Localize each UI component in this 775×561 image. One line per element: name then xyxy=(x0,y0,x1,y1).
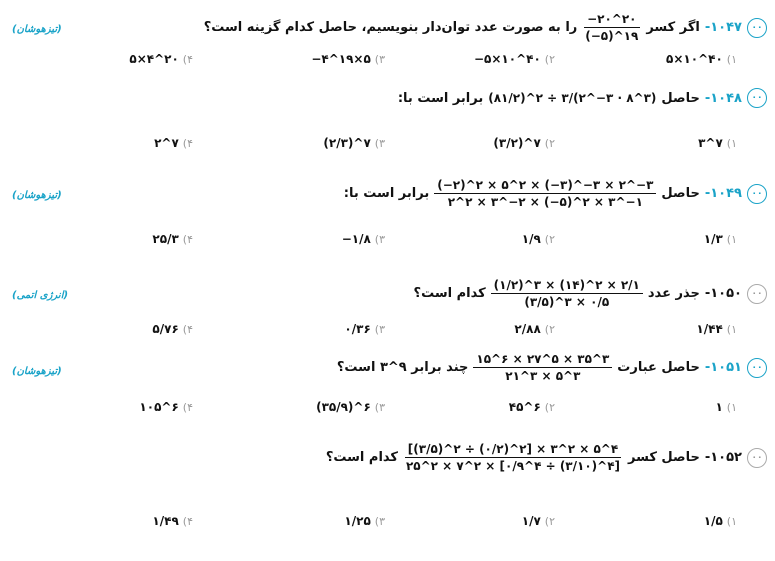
question-badge: ۰۰ xyxy=(747,88,767,108)
option-value: ۰/۳۶ xyxy=(344,322,371,336)
options-row xyxy=(0,232,775,260)
option-number: ۴) xyxy=(182,232,193,246)
question-tag: (تیزهوشان) xyxy=(12,366,62,377)
option-value: −۱/۸ xyxy=(341,232,371,246)
option-1[interactable] xyxy=(698,136,737,150)
option-value: ۲^۷ xyxy=(154,136,179,150)
question-tag: (تیزهوشان) xyxy=(12,24,62,35)
option-number: ۳) xyxy=(374,322,385,336)
question-badge: ۰۰ xyxy=(747,358,767,378)
fraction-numerator: ۱۵^۶ × ۲۷^۵ × ۳۵^۳ xyxy=(473,352,612,368)
stem-text-after: را به صورت عدد توان‌دار بنویسیم، حاصل کدام گزینه است؟ xyxy=(203,20,578,35)
option-4[interactable] xyxy=(154,136,193,150)
options-row xyxy=(0,514,775,542)
stem-fraction xyxy=(473,352,612,383)
fraction-numerator: (−۲)^۲ × ۵^۲ × (−۳)^−۳ × ۲^−۳ xyxy=(434,178,656,194)
option-value: −۴^۱۹×۵ xyxy=(311,52,371,66)
option-4[interactable] xyxy=(139,400,193,414)
option-2[interactable] xyxy=(493,136,555,150)
option-value: ۱/۹ xyxy=(521,232,541,246)
stem-text-before: حاصل عبارت xyxy=(617,360,700,375)
stem-text-before: حاصل xyxy=(661,90,700,106)
option-1[interactable] xyxy=(704,232,737,246)
option-2[interactable] xyxy=(474,52,555,66)
options-row xyxy=(0,136,775,164)
option-number: ۱) xyxy=(726,322,737,336)
option-2[interactable] xyxy=(514,322,555,336)
stem-fraction xyxy=(491,278,643,309)
stem-fraction xyxy=(582,12,641,43)
option-3[interactable] xyxy=(316,400,385,414)
option-number: ۲) xyxy=(544,136,555,150)
question-stem xyxy=(326,442,767,473)
option-number: ۳) xyxy=(374,400,385,414)
option-value: ۵×۱۰^۴۰ xyxy=(666,52,723,66)
option-number: ۱) xyxy=(726,514,737,528)
option-number: ۴) xyxy=(182,322,193,336)
option-1[interactable] xyxy=(666,52,737,66)
question-number: ۱۰۴۹- xyxy=(704,186,742,201)
fraction-numerator: −۲۰^۲۰ xyxy=(584,12,639,28)
option-value: (۳/۲)^۷ xyxy=(493,136,541,150)
option-2[interactable] xyxy=(522,514,555,528)
question-number: ۱۰۴۸- xyxy=(704,90,742,106)
option-number: ۳) xyxy=(374,514,385,528)
option-1[interactable] xyxy=(704,514,737,528)
option-number: ۲) xyxy=(544,322,555,336)
options-row xyxy=(0,400,775,428)
question-number: ۱۰۵۲- xyxy=(704,450,742,465)
option-1[interactable] xyxy=(715,400,737,414)
option-value: (۳۵/۹)^۶ xyxy=(316,400,371,414)
question-stem xyxy=(337,352,767,383)
stem-fraction xyxy=(403,442,623,473)
stem-text-after: چند برابر ۹^۳ است؟ xyxy=(336,360,469,375)
option-3[interactable] xyxy=(344,322,385,336)
option-value: ۵/۷۶ xyxy=(152,322,179,336)
option-value: (۲/۳)^۷ xyxy=(323,136,371,150)
fraction-denominator: ۲^۲ × ۳^−۲ × (−۵)^۲ × ۳^−۱ xyxy=(447,195,643,209)
option-number: ۴) xyxy=(182,400,193,414)
question-badge: ۰۰ xyxy=(747,18,767,38)
stem-text-after: کدام است؟ xyxy=(413,286,486,301)
stem-text-before: اگر کسر xyxy=(646,20,700,35)
fraction-denominator: (۳/۵)^۳ × ۰/۵ xyxy=(524,295,610,309)
option-number: ۳) xyxy=(374,136,385,150)
question-tag: (انرژی اتمی) xyxy=(12,290,69,301)
question-stem xyxy=(204,12,767,43)
option-value: ۱/۳ xyxy=(703,232,723,246)
option-number: ۴) xyxy=(182,514,193,528)
stem-text-before: جذر عدد xyxy=(647,286,700,301)
option-2[interactable] xyxy=(509,400,555,414)
option-number: ۴) xyxy=(182,136,193,150)
question-number: ۱۰۴۷- xyxy=(704,20,742,35)
option-value: ۱/۷ xyxy=(521,514,541,528)
option-value: ۵×۴^۲۰ xyxy=(129,52,179,66)
option-number: ۱) xyxy=(726,52,737,66)
option-4[interactable] xyxy=(129,52,193,66)
stem-text-after: برابر است با: xyxy=(397,90,484,106)
stem-text-before: حاصل کسر xyxy=(628,450,700,465)
fraction-denominator: ۲۱^۳ × ۵^۳ xyxy=(505,369,581,383)
option-value: ۱/۵ xyxy=(703,514,723,528)
option-value: ۱۰۵^۶ xyxy=(139,400,179,414)
option-3[interactable] xyxy=(342,232,385,246)
option-number: ۱) xyxy=(726,232,737,246)
option-value: ۴۵^۶ xyxy=(508,400,541,414)
stem-text-after: برابر است با: xyxy=(343,186,430,201)
stem-fraction xyxy=(434,178,656,209)
option-4[interactable] xyxy=(152,514,193,528)
option-number: ۳) xyxy=(374,52,385,66)
option-4[interactable] xyxy=(152,232,193,246)
options-row xyxy=(0,322,775,350)
question-tag: (تیزهوشان) xyxy=(12,190,62,201)
option-number: ۱) xyxy=(726,400,737,414)
option-value: ۱/۴۴ xyxy=(696,322,723,336)
option-number: ۲) xyxy=(544,232,555,246)
question-number: ۱۰۵۱- xyxy=(704,360,742,375)
fraction-numerator: (۱/۲)^۳ × (۱۴)^۲ × ۲/۱ xyxy=(491,278,643,294)
option-number: ۲) xyxy=(544,400,555,414)
option-2[interactable] xyxy=(522,232,555,246)
stem-text-after: کدام است؟ xyxy=(325,450,398,465)
question-stem xyxy=(344,178,767,209)
option-3[interactable] xyxy=(344,514,385,528)
fraction-denominator: ۲۵^۲ × ۷^۲ × [۰/۹^۴ ÷ (۳/۱۰)^۴] xyxy=(405,459,621,473)
question-stem xyxy=(398,88,767,108)
question-stem xyxy=(414,278,767,309)
option-value: ۳^۷ xyxy=(698,136,723,150)
option-number: ۳) xyxy=(374,232,385,246)
question-badge: ۰۰ xyxy=(747,284,767,304)
question-badge: ۰۰ xyxy=(747,448,767,468)
option-number: ۱) xyxy=(726,136,737,150)
question-number: ۱۰۵۰- xyxy=(704,286,742,301)
option-1[interactable] xyxy=(696,322,737,336)
option-3[interactable] xyxy=(323,136,385,150)
stem-text-before: حاصل xyxy=(661,186,700,201)
fraction-denominator: (−۵)^۱۹ xyxy=(585,29,639,43)
option-number: ۴) xyxy=(182,52,193,66)
option-number: ۲) xyxy=(544,514,555,528)
option-3[interactable] xyxy=(311,52,385,66)
option-value: ۲/۸۸ xyxy=(514,322,541,336)
option-value: ۱/۲۵ xyxy=(344,514,371,528)
question-badge: ۰۰ xyxy=(747,184,767,204)
stem-expression: (۸۱/۲)^۲ ÷ ۳/(۲^−۳ · ۸^۳) xyxy=(488,91,657,105)
option-4[interactable] xyxy=(152,322,193,336)
option-value: ۱ xyxy=(715,400,723,414)
option-value: ۲۵/۳ xyxy=(152,232,179,246)
option-number: ۲) xyxy=(544,52,555,66)
options-row xyxy=(0,52,775,80)
fraction-numerator: [(۳/۵)^۲ ÷ (۰/۲)^۲] × ۳^۲ × ۵^۴ xyxy=(405,442,621,458)
option-value: ۱/۴۹ xyxy=(152,514,179,528)
option-value: −۵×۱۰^۴۰ xyxy=(473,52,541,66)
